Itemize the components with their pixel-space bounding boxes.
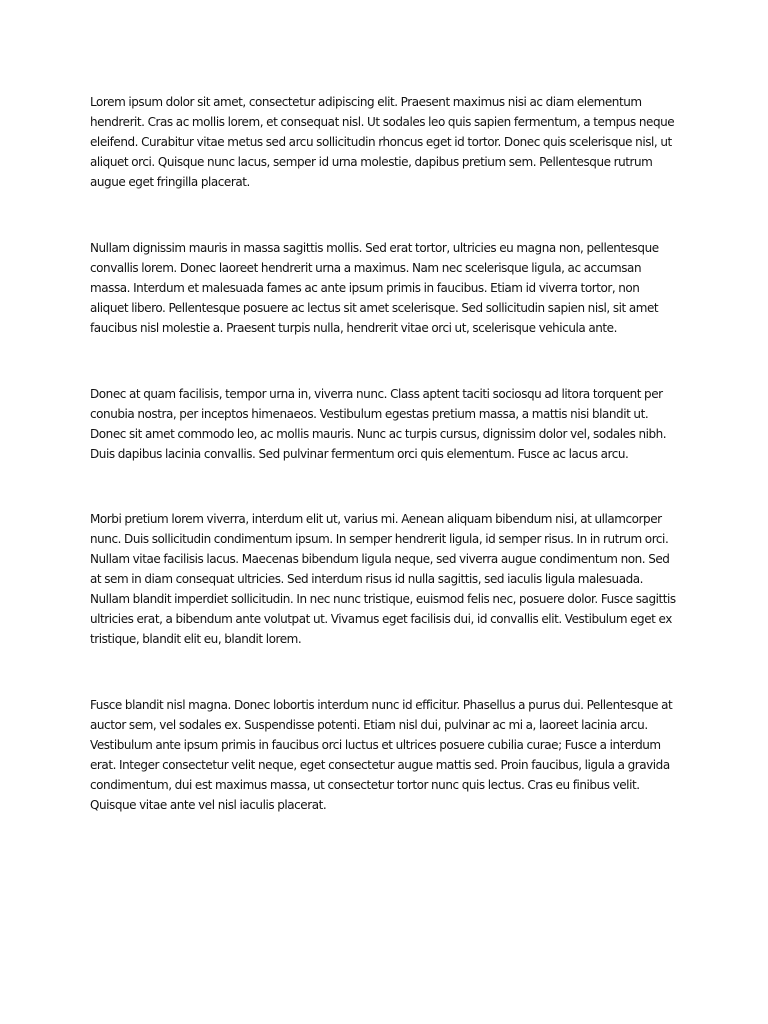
paragraph-4: Morbi pretium lorem viverra, interdum elit ut, varius mi. Aenean aliquam bibendum nisi, at ullamcorper nunc. Duis sollicitudin condimentum ipsum. In semper hendrerit ligula, id semper risus. In in rutrum orci. Nullam vitae facilisis lacus. Maecenas bibendum ligula neque, sed viverra augue condimentum non. Sed at sem in diam consequat ultricies. Sed interdum risus id nulla sagittis, sed iaculis ligula malesuada. Nullam blandit imperdiet sollicitudin. In nec nunc tristique, euismod felis nec, posuere dolor. Fusce sagittis ultricies erat, a bibendum ante volutpat ut. Vivamus eget facilisis dui, id convallis elit. Vestibulum eget ex tristique, blandit elit eu, blandit lorem. xyxy=(90,512,676,646)
paragraph-2: Nullam dignissim mauris in massa sagittis mollis. Sed erat tortor, ultricies eu magna non, pellentesque convallis lorem. Donec laoreet hendrerit urna a maximus. Nam nec scelerisque ligula, ac accumsan massa. Interdum et malesuada fames ac ante ipsum primis in faucibus. Etiam id viverra tortor, non aliquet libero. Pellentesque posuere ac lectus sit amet scelerisque. Sed sollicitudin sapien nisl, sit amet faucibus nisl molestie a. Praesent turpis nulla, hendrerit vitae orci ut, scelerisque vehicula ante. xyxy=(90,241,659,335)
paragraph-1: Lorem ipsum dolor sit amet, consectetur adipiscing elit. Praesent maximus nisi ac diam elementum hendrerit. Cras ac mollis lorem, et consequat nisl. Ut sodales leo quis sapien fermentum, a tempus neque eleifend. Curabitur vitae metus sed arcu sollicitudin rhoncus eget id tortor. Donec quis scelerisque nisl, ut aliquet orci. Quisque nunc lacus, semper id urna molestie, dapibus pretium sem. Pellentesque rutrum augue eget fringilla placerat. xyxy=(90,95,675,189)
paragraph-3: Donec at quam facilisis, tempor urna in, viverra nunc. Class aptent taciti sociosqu ad litora torquent per conubia nostra, per inceptos himenaeos. Vestibulum egestas pretium massa, a mattis nisi blandit ut. Donec sit amet commodo leo, ac mollis mauris. Nunc ac turpis cursus, dignissim dolor vel, sodales nibh. Duis dapibus lacinia convallis. Sed pulvinar fermentum orci quis elementum. Fusce ac lacus arcu. xyxy=(90,387,667,461)
paragraph-5: Fusce blandit nisl magna. Donec lobortis interdum nunc id efficitur. Phasellus a purus dui. Pellentesque at auctor sem, vel sodales ex. Suspendisse potenti. Etiam nisl dui, pulvinar ac mi a, laoreet lacinia arcu. Vestibulum ante ipsum primis in faucibus orci luctus et ultrices posuere cubilia curae; Fusce a interdum erat. Integer consectetur velit neque, eget consectetur augue mattis sed. Proin faucibus, ligula a gravida condimentum, dui est maximus massa, ut consectetur tortor nunc quis lectus. Cras eu finibus velit. Quisque vitae ante vel nisl iaculis placerat. xyxy=(90,698,673,812)
